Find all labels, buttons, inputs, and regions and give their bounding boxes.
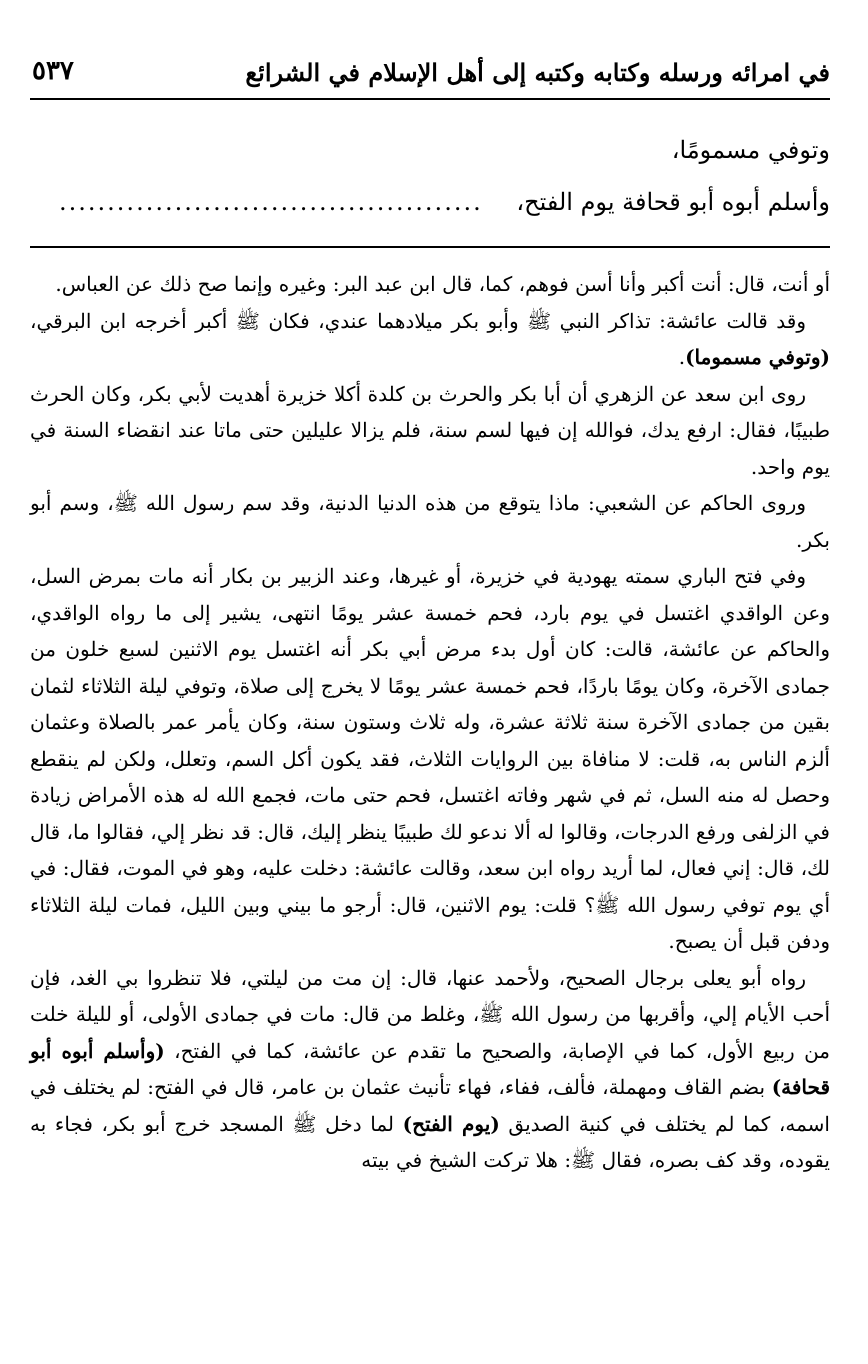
section-divider [30, 246, 830, 248]
paragraph-4: وروى الحاكم عن الشعبي: ماذا يتوقع من هذه الدنيا الدنية، وقد سم رسول الله ﷺ، وسم أبو بكر. [30, 491, 830, 552]
quoted-phrase: (وتوفي مسموما) [685, 345, 830, 369]
header-divider [30, 98, 830, 100]
paragraph-6-end: لما دخل ﷺ المسجد خرج أبو بكر، فجاء به يقوده، وقد كف بصره، فقال ﷺ: هلا تركت الشيخ في بيته [30, 1111, 830, 1172]
paragraph-6-mid: بضم القاف ومهملة، فألف، ففاء، فهاء تأنيث عثمان بن عامر، قال في الفتح: لم يختلف في اسمه، كما لم يختلف في كنية الصديق [30, 1075, 830, 1136]
paragraph-6-text: رواه أبو يعلى برجال الصحيح، ولأحمد عنها، قال: إن مت من ليلتي، فلا تنظروا بي الغد، فإن أحب الأيام إلي، وأقربها من رسول الله ﷺ، وغلط من قال: مات في جمادى الأولى، أو لليلة خلت من ربيع الأول، كما في الإصابة، والصحيح ما تقدم عن عائشة، كما في الفتح، [30, 965, 831, 1063]
paragraph-6 [30, 960, 830, 1179]
verse-dots: ............................................ [59, 188, 483, 216]
paragraph-3: روى ابن سعد عن الزهري أن أبا بكر والحرث بن كلدة أكلا خزيرة أهديت لأبي بكر، وكان الحرث طبيبًا، فقال: ارفع يدك، فوالله إن فيها لسم سنة، فلم يزالا عليلين حتى ماتا عند انقضاء السنة في يوم واحد. [30, 381, 830, 479]
verse-line-2-text: وأسلم أبوه أبو قحافة يوم الفتح، [516, 188, 830, 216]
quoted-phrase: (وأسلم أبوه أبو قحافة) [30, 1038, 830, 1099]
quoted-phrase: (يوم الفتح) [402, 1111, 500, 1136]
running-header [30, 52, 830, 96]
commentary-body [30, 266, 830, 1179]
paragraph-1: أو أنت، قال: أنت أكبر وأنا أسن فوهم، كما، قال ابن عبد البر: وغيره وإنما صح ذلك عن العباس. [55, 272, 830, 296]
page-number: ٥٣٧ [32, 56, 74, 86]
paragraph-2-text: وقد قالت عائشة: تذاكر النبي ﷺ وأبو بكر ميلادهما عندي، فكان ﷺ أكبر أخرجه ابن البرقي، [30, 308, 806, 333]
paragraph-2-end: . [678, 345, 686, 369]
header-title: في امرائه ورسله وكتابه وكتبه إلى أهل الإسلام في الشرائع [245, 58, 830, 87]
verse-line-1: وتوفي مسمومًا، [671, 136, 830, 164]
paragraph-2 [30, 303, 830, 376]
verse-line-2 [30, 188, 830, 216]
document-page [30, 0, 830, 1364]
paragraph-5: وفي فتح الباري سمته يهودية في خزيرة، أو غيرها، وعند الزبير بن بكار أنه مات بمرض السل، وعن الواقدي اغتسل في يوم بارد، فحم خمسة عشر يومًا انتهى، يشير إلى ما رواه الواقدي، والحاكم عن عائشة، قالت: كان أول بدء مرض أبي بكر أنه اغتسل يوم الاثنين لسبع خلون من جمادى الآخرة، وكان يومًا باردًا، فحم خمسة عشر يومًا لا يخرج إلى صلاة، وتوفي ليلة الثلاثاء لثمان بقين من جمادى الآخرة سنة ثلاثة عشرة، وله ثلاث وستون سنة، وكان يأمر عمر بالصلاة وعثمان ألزم الناس به، قلت: لا منافاة بين الروايات الثلاث، فقد يكون أكل السم، وتعلل، ولكن لم ينقطع وحصل له منه السل، ثم في شهر وفاته اغتسل، فحم حتى مات، فجمع الله له هذه الأمراض زيادة في الزلفى ورفع الدرجات، وقالوا له ألا ندعو لك طبيبًا ينظر إليك، قال: قد نظر إلي، فقالوا ما، قال لك، قال: إني فعال، لما أريد رواه ابن سعد، وقالت عائشة: دخلت عليه، وهو في الموت، فقال: في أي يوم توفي رسول الله ﷺ؟ قلت: يوم الاثنين، قال: أرجو ما بيني وبين الليل، فمات ليلة الثلاثاء ودفن قبل أن يصبح. [30, 564, 831, 953]
